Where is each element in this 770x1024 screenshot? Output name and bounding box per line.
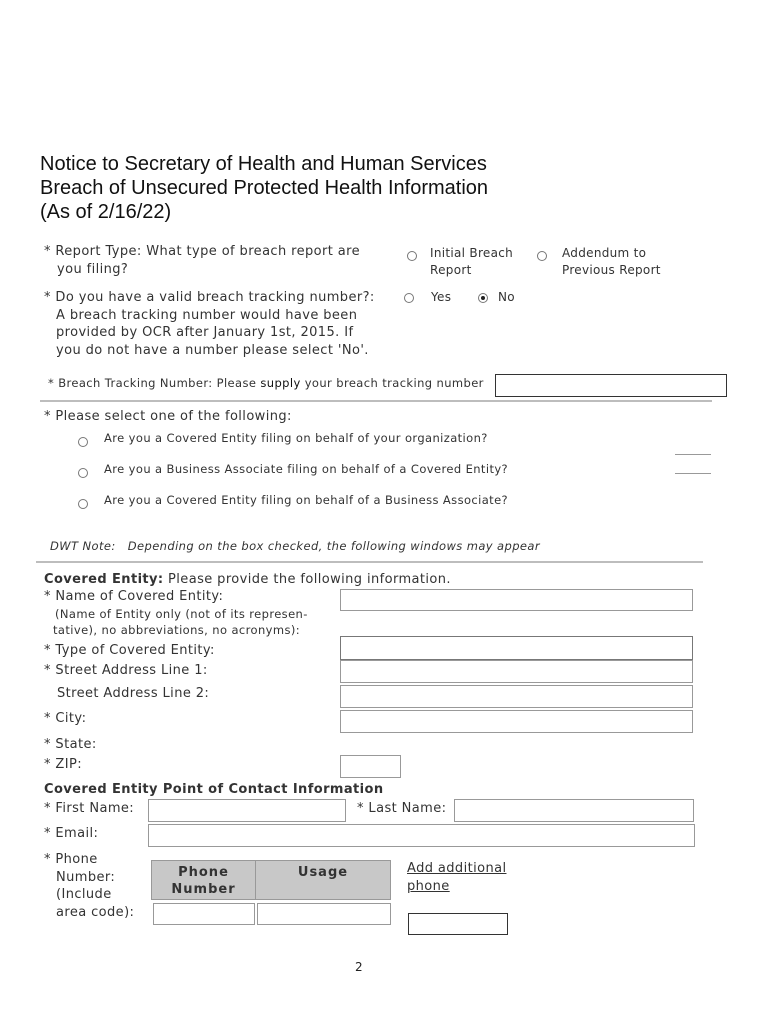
filer-option-3-radio[interactable]: [78, 499, 88, 509]
contact-heading: Covered Entity Point of Contact Information: [44, 782, 384, 797]
phone-number-header: Phone Number: [151, 860, 256, 900]
addendum-radio[interactable]: [537, 251, 547, 261]
state-label: * State:: [44, 737, 97, 752]
zip-label: * ZIP:: [44, 757, 82, 772]
street2-input[interactable]: [340, 685, 693, 708]
divider: [36, 561, 703, 563]
entity-type-select[interactable]: [340, 636, 693, 660]
tracking-yes-radio[interactable]: [404, 293, 414, 303]
filer-option-1-label: Are you a Covered Entity filing on behalf of your organization?: [104, 431, 488, 445]
street1-input[interactable]: [340, 660, 693, 683]
filer-type-prompt: * Please select one of the following:: [44, 409, 292, 424]
tracking-no-label: No: [498, 290, 515, 304]
covered-entity-heading: Covered Entity: Please provide the following information.: [44, 572, 451, 587]
phone-usage-select[interactable]: [257, 903, 391, 925]
addendum-label: Addendum to Previous Report: [562, 246, 661, 277]
title-line-1: Notice to Secretary of Health and Human Services: [40, 153, 487, 175]
tracking-number-input[interactable]: [495, 374, 727, 397]
page-number: 2: [355, 960, 363, 974]
filer-option-2-label: Are you a Business Associate filing on behalf of a Covered Entity?: [104, 462, 509, 476]
email-label: * Email:: [44, 826, 99, 841]
first-name-label: * First Name:: [44, 801, 135, 816]
initial-breach-radio[interactable]: [407, 251, 417, 261]
street1-label: * Street Address Line 1:: [44, 663, 208, 678]
city-label: * City:: [44, 711, 87, 726]
phone-number-input[interactable]: [153, 903, 255, 925]
divider: [40, 400, 712, 402]
side-line: [675, 473, 711, 474]
first-name-input[interactable]: [148, 799, 346, 822]
title-line-2: Breach of Unsecured Protected Health Information: [40, 177, 489, 199]
add-phone-button[interactable]: [408, 913, 508, 935]
filer-option-1-radio[interactable]: [78, 437, 88, 447]
street2-label: Street Address Line 2:: [57, 686, 210, 701]
last-name-input[interactable]: [454, 799, 694, 822]
entity-name-input[interactable]: [340, 589, 693, 611]
filer-option-3-label: Are you a Covered Entity filing on behalf of a Business Associate?: [104, 493, 509, 507]
add-phone-link[interactable]: Add additional phone: [407, 861, 507, 894]
email-input[interactable]: [148, 824, 695, 847]
usage-header: Usage: [255, 860, 391, 900]
entity-name-label: * Name of Covered Entity:: [44, 589, 224, 604]
phone-label: * Phone Number: (Include area code):: [44, 852, 135, 920]
page-title: [40, 152, 488, 224]
dwt-note: DWT Note: Depending on the box checked, the following windows may appear: [50, 539, 540, 553]
tracking-question: * Do you have a valid breach tracking number?: A breach tracking number would have been provided by OCR after January 1st, 2015. If you do not have a number please select 'No'.: [44, 290, 375, 358]
initial-breach-label: Initial Breach Report: [430, 246, 514, 277]
report-type-label: * Report Type: What type of breach report are you filing?: [44, 244, 361, 277]
tracking-no-radio[interactable]: [478, 293, 488, 303]
tracking-number-label: * Breach Tracking Number: Please supply your breach tracking number: [48, 376, 484, 390]
city-input[interactable]: [340, 710, 693, 733]
entity-name-hint: (Name of Entity only (not of its represen- tative), no abbreviations, no acronyms):: [53, 607, 308, 637]
last-name-label: * Last Name:: [357, 801, 447, 816]
title-line-3: (As of 2/16/22): [40, 201, 172, 223]
tracking-yes-label: Yes: [431, 290, 452, 304]
zip-input[interactable]: [340, 755, 401, 778]
filer-option-2-radio[interactable]: [78, 468, 88, 478]
side-line: [675, 454, 711, 455]
entity-type-label: * Type of Covered Entity:: [44, 643, 215, 658]
